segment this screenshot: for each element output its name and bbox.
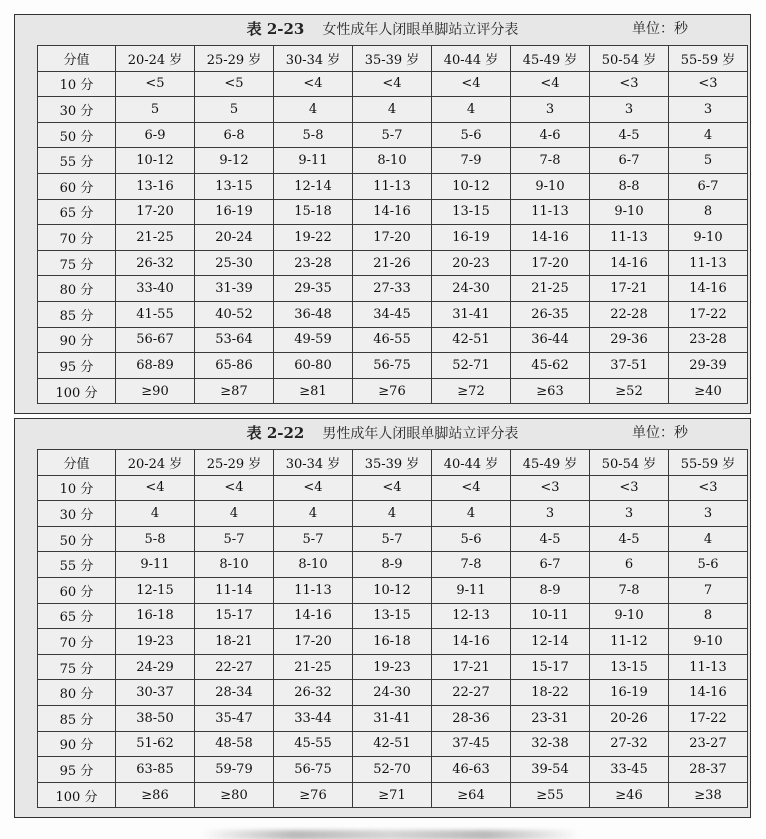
table-row [38,173,748,199]
seconds-cell: 14-16 [669,680,748,706]
seconds-cell: 5 [669,148,748,174]
seconds-cell: 5-7 [353,122,432,148]
seconds-cell: 4 [274,501,353,527]
seconds-cell: 18-21 [195,629,274,655]
seconds-cell: 14-16 [590,250,669,276]
seconds-cell: 11-13 [353,173,432,199]
seconds-cell: 23-27 [669,731,748,757]
seconds-cell: <4 [274,475,353,501]
seconds-cell: 35-47 [195,705,274,731]
seconds-cell: 37-45 [432,731,511,757]
seconds-cell: <4 [274,71,353,97]
score-cell: 85 分 [38,705,116,731]
seconds-cell: 4 [195,501,274,527]
seconds-cell: ≥76 [274,782,353,808]
seconds-cell: <4 [353,475,432,501]
seconds-cell: 13-15 [590,654,669,680]
seconds-cell: 7 [669,577,748,603]
seconds-cell: 14-16 [432,629,511,655]
seconds-cell: 17-22 [669,705,748,731]
seconds-cell: 25-30 [195,250,274,276]
seconds-cell: 48-58 [195,731,274,757]
seconds-cell: 20-24 [195,225,274,251]
table-row [38,731,748,757]
seconds-cell: 15-17 [511,654,590,680]
seconds-cell: 4 [116,501,195,527]
seconds-cell: ≥46 [590,782,669,808]
seconds-cell: 31-41 [353,705,432,731]
seconds-cell: 20-26 [590,705,669,731]
score-cell: 60 分 [38,173,116,199]
seconds-cell: 28-37 [669,757,748,783]
seconds-cell: 51-62 [116,731,195,757]
seconds-cell: 33-45 [590,757,669,783]
seconds-cell: 40-52 [195,301,274,327]
seconds-cell: 5-8 [274,122,353,148]
seconds-cell: 33-44 [274,705,353,731]
seconds-cell: 9-10 [669,225,748,251]
age-column-header: 30-34 岁 [274,450,353,476]
seconds-cell: ≥90 [116,378,195,404]
seconds-cell: <3 [590,475,669,501]
score-cell: 75 分 [38,250,116,276]
seconds-cell: 30-37 [116,680,195,706]
seconds-cell: 3 [511,97,590,123]
seconds-cell: 16-18 [116,603,195,629]
male-score-panel [14,418,751,818]
seconds-cell: 26-32 [274,680,353,706]
seconds-cell: 46-55 [353,327,432,353]
seconds-cell: 10-12 [116,148,195,174]
seconds-cell: 29-36 [590,327,669,353]
age-column-header: 45-49 岁 [511,450,590,476]
seconds-cell: 59-79 [195,757,274,783]
seconds-cell: 24-30 [353,680,432,706]
score-cell: 10 分 [38,71,116,97]
age-column-header: 40-44 岁 [432,46,511,72]
seconds-cell: 8-8 [590,173,669,199]
seconds-cell: 31-39 [195,276,274,302]
seconds-cell: 56-75 [353,353,432,379]
table-row [38,475,748,501]
seconds-cell: 68-89 [116,353,195,379]
score-cell: 70 分 [38,225,116,251]
seconds-cell: 8 [669,603,748,629]
seconds-cell: <5 [195,71,274,97]
seconds-cell: 12-13 [432,603,511,629]
seconds-cell: 21-26 [353,250,432,276]
seconds-cell: 16-19 [195,199,274,225]
female-score-table [37,45,748,404]
seconds-cell: 26-35 [511,301,590,327]
seconds-cell: 56-67 [116,327,195,353]
seconds-cell: 4 [669,122,748,148]
seconds-cell: 10-12 [353,577,432,603]
seconds-cell: ≥64 [432,782,511,808]
seconds-cell: 13-15 [195,173,274,199]
seconds-cell: <3 [669,71,748,97]
seconds-cell: <4 [432,71,511,97]
seconds-cell: 52-70 [353,757,432,783]
age-column-header: 30-34 岁 [274,46,353,72]
seconds-cell: 8-9 [353,552,432,578]
seconds-cell: 53-64 [195,327,274,353]
score-cell: 90 分 [38,731,116,757]
seconds-cell: 39-54 [511,757,590,783]
age-column-header: 25-29 岁 [195,46,274,72]
seconds-cell: 6 [590,552,669,578]
seconds-cell: 17-21 [590,276,669,302]
seconds-cell: ≥87 [195,378,274,404]
seconds-cell: 16-19 [590,680,669,706]
seconds-cell: 11-13 [669,654,748,680]
seconds-cell: 24-29 [116,654,195,680]
seconds-cell: 22-28 [590,301,669,327]
score-cell: 100 分 [38,782,116,808]
seconds-cell: 11-14 [195,577,274,603]
seconds-cell: <3 [669,475,748,501]
score-cell: 100 分 [38,378,116,404]
seconds-cell: 7-9 [432,148,511,174]
table-row [38,199,748,225]
table-row [38,301,748,327]
seconds-cell: 24-30 [432,276,511,302]
seconds-cell: 23-28 [669,327,748,353]
seconds-cell: 15-17 [195,603,274,629]
seconds-cell: 23-28 [274,250,353,276]
score-cell: 75 分 [38,654,116,680]
seconds-cell: <5 [116,71,195,97]
header-row [38,450,748,476]
seconds-cell: 4 [432,97,511,123]
score-column-header: 分值 [38,46,116,72]
seconds-cell: 16-18 [353,629,432,655]
seconds-cell: 10-12 [432,173,511,199]
seconds-cell: 3 [590,501,669,527]
seconds-cell: <4 [511,71,590,97]
seconds-cell: 29-39 [669,353,748,379]
table-title: 女性成年人闭眼单脚站立评分表 [322,22,519,38]
seconds-cell: 19-23 [116,629,195,655]
seconds-cell: 13-15 [353,603,432,629]
seconds-cell: 6-7 [590,148,669,174]
seconds-cell: <4 [195,475,274,501]
seconds-cell: 14-16 [511,225,590,251]
seconds-cell: 17-21 [432,654,511,680]
age-column-header: 25-29 岁 [195,450,274,476]
seconds-cell: 9-10 [511,173,590,199]
table-row [38,577,748,603]
table-label: 表 2-22 [246,424,305,442]
seconds-cell: 9-10 [590,603,669,629]
seconds-cell: 19-22 [274,225,353,251]
seconds-cell: 28-34 [195,680,274,706]
cropped-footnote [0,826,766,839]
seconds-cell: 27-32 [590,731,669,757]
seconds-cell: ≥63 [511,378,590,404]
seconds-cell: ≥72 [432,378,511,404]
score-cell: 30 分 [38,97,116,123]
seconds-cell: 17-20 [274,629,353,655]
table-caption [15,15,750,43]
seconds-cell: 5-7 [353,526,432,552]
table-row [38,327,748,353]
seconds-cell: 63-85 [116,757,195,783]
seconds-cell: 60-80 [274,353,353,379]
score-cell: 85 分 [38,301,116,327]
age-column-header: 35-39 岁 [353,450,432,476]
seconds-cell: 42-51 [353,731,432,757]
seconds-cell: ≥38 [669,782,748,808]
score-cell: 65 分 [38,603,116,629]
score-cell: 60 分 [38,577,116,603]
seconds-cell: 41-55 [116,301,195,327]
table-row [38,757,748,783]
seconds-cell: 4-5 [511,526,590,552]
seconds-cell: 9-11 [432,577,511,603]
seconds-cell: 21-25 [116,225,195,251]
seconds-cell: 11-13 [274,577,353,603]
seconds-cell: ≥71 [353,782,432,808]
table-row [38,71,748,97]
table-row [38,378,748,404]
seconds-cell: 31-41 [432,301,511,327]
seconds-cell: 34-45 [353,301,432,327]
table-row [38,353,748,379]
seconds-cell: 11-13 [590,225,669,251]
seconds-cell: ≥40 [669,378,748,404]
table-title: 男性成年人闭眼单脚站立评分表 [322,426,519,442]
seconds-cell: 17-22 [669,301,748,327]
seconds-cell: 8-9 [511,577,590,603]
seconds-cell: 3 [511,501,590,527]
seconds-cell: 12-14 [511,629,590,655]
score-cell: 50 分 [38,526,116,552]
table-row [38,501,748,527]
seconds-cell: 9-10 [590,199,669,225]
seconds-cell: 32-38 [511,731,590,757]
seconds-cell: 33-40 [116,276,195,302]
score-cell: 55 分 [38,552,116,578]
seconds-cell: 12-14 [274,173,353,199]
seconds-cell: 16-19 [432,225,511,251]
table-row [38,276,748,302]
age-column-header: 20-24 岁 [116,450,195,476]
seconds-cell: 4 [353,97,432,123]
seconds-cell: 9-10 [669,629,748,655]
age-column-header: 20-24 岁 [116,46,195,72]
seconds-cell: 38-50 [116,705,195,731]
seconds-cell: 28-36 [432,705,511,731]
seconds-cell: 14-16 [669,276,748,302]
seconds-cell: 22-27 [195,654,274,680]
seconds-cell: 5-8 [116,526,195,552]
seconds-cell: 5 [116,97,195,123]
seconds-cell: 56-75 [274,757,353,783]
seconds-cell: ≥80 [195,782,274,808]
seconds-cell: <4 [116,475,195,501]
seconds-cell: ≥52 [590,378,669,404]
seconds-cell: ≥86 [116,782,195,808]
table-row [38,629,748,655]
table-row [38,97,748,123]
score-cell: 95 分 [38,757,116,783]
seconds-cell: 5-6 [432,122,511,148]
score-cell: 95 分 [38,353,116,379]
seconds-cell: 6-7 [669,173,748,199]
table-row [38,680,748,706]
seconds-cell: 37-51 [590,353,669,379]
seconds-cell: 4 [274,97,353,123]
score-cell: 80 分 [38,680,116,706]
seconds-cell: 6-8 [195,122,274,148]
seconds-cell: 11-13 [511,199,590,225]
seconds-cell: 42-51 [432,327,511,353]
seconds-cell: 14-16 [274,603,353,629]
seconds-cell: 4-6 [511,122,590,148]
table-row [38,526,748,552]
table-row [38,782,748,808]
score-cell: 70 分 [38,629,116,655]
seconds-cell: <3 [511,475,590,501]
seconds-cell: 14-16 [353,199,432,225]
seconds-cell: 65-86 [195,353,274,379]
seconds-cell: 29-35 [274,276,353,302]
table-row [38,225,748,251]
seconds-cell: 3 [669,501,748,527]
female-score-panel [14,14,751,414]
seconds-cell: <4 [432,475,511,501]
seconds-cell: 11-13 [669,250,748,276]
table-row [38,552,748,578]
seconds-cell: 4 [432,501,511,527]
seconds-cell: ≥76 [353,378,432,404]
seconds-cell: 4 [669,526,748,552]
seconds-cell: 36-44 [511,327,590,353]
seconds-cell: 5 [195,97,274,123]
seconds-cell: 4 [353,501,432,527]
score-cell: 55 分 [38,148,116,174]
seconds-cell: 6-7 [511,552,590,578]
score-cell: 50 分 [38,122,116,148]
seconds-cell: <4 [353,71,432,97]
age-column-header: 50-54 岁 [590,450,669,476]
seconds-cell: 17-20 [511,250,590,276]
seconds-cell: 8 [669,199,748,225]
seconds-cell: 9-11 [116,552,195,578]
seconds-cell: 21-25 [511,276,590,302]
seconds-cell: 52-71 [432,353,511,379]
table-row [38,603,748,629]
age-column-header: 55-59 岁 [669,450,748,476]
score-cell: 80 分 [38,276,116,302]
seconds-cell: 36-48 [274,301,353,327]
seconds-cell: 17-20 [116,199,195,225]
seconds-cell: 27-33 [353,276,432,302]
seconds-cell: 4-5 [590,526,669,552]
seconds-cell: 7-8 [511,148,590,174]
seconds-cell: 19-23 [353,654,432,680]
seconds-cell: 20-23 [432,250,511,276]
seconds-cell: 8-10 [274,552,353,578]
seconds-cell: 46-63 [432,757,511,783]
seconds-cell: 17-20 [353,225,432,251]
seconds-cell: 4-5 [590,122,669,148]
seconds-cell: 8-10 [353,148,432,174]
age-column-header: 50-54 岁 [590,46,669,72]
seconds-cell: 23-31 [511,705,590,731]
seconds-cell: 5-7 [274,526,353,552]
unit-label: 单位：秒 [632,425,688,441]
table-row [38,148,748,174]
age-column-header: 35-39 岁 [353,46,432,72]
score-cell: 10 分 [38,475,116,501]
seconds-cell: 3 [669,97,748,123]
seconds-cell: 15-18 [274,199,353,225]
seconds-cell: 8-10 [195,552,274,578]
header-row [38,46,748,72]
seconds-cell: 13-15 [432,199,511,225]
seconds-cell: 7-8 [590,577,669,603]
seconds-cell: 45-55 [274,731,353,757]
score-column-header: 分值 [38,450,116,476]
score-cell: 65 分 [38,199,116,225]
seconds-cell: 5-6 [432,526,511,552]
seconds-cell: 3 [590,97,669,123]
score-cell: 90 分 [38,327,116,353]
seconds-cell: ≥55 [511,782,590,808]
table-row [38,122,748,148]
table-label: 表 2-23 [246,20,305,38]
seconds-cell: 6-9 [116,122,195,148]
age-column-header: 45-49 岁 [511,46,590,72]
seconds-cell: 49-59 [274,327,353,353]
table-row [38,250,748,276]
table-row [38,705,748,731]
age-column-header: 55-59 岁 [669,46,748,72]
seconds-cell: 7-8 [432,552,511,578]
male-score-table [37,449,748,808]
table-caption [15,419,750,447]
seconds-cell: 9-11 [274,148,353,174]
seconds-cell: 26-32 [116,250,195,276]
seconds-cell: 13-16 [116,173,195,199]
seconds-cell: 10-11 [511,603,590,629]
seconds-cell: 22-27 [432,680,511,706]
seconds-cell: 45-62 [511,353,590,379]
seconds-cell: 21-25 [274,654,353,680]
seconds-cell: 5-7 [195,526,274,552]
seconds-cell: 12-15 [116,577,195,603]
seconds-cell: <3 [590,71,669,97]
seconds-cell: ≥81 [274,378,353,404]
seconds-cell: 5-6 [669,552,748,578]
seconds-cell: 11-12 [590,629,669,655]
score-cell: 30 分 [38,501,116,527]
age-column-header: 40-44 岁 [432,450,511,476]
seconds-cell: 18-22 [511,680,590,706]
seconds-cell: 9-12 [195,148,274,174]
table-row [38,654,748,680]
unit-label: 单位：秒 [632,21,688,37]
cropped-text-blur [200,830,580,839]
